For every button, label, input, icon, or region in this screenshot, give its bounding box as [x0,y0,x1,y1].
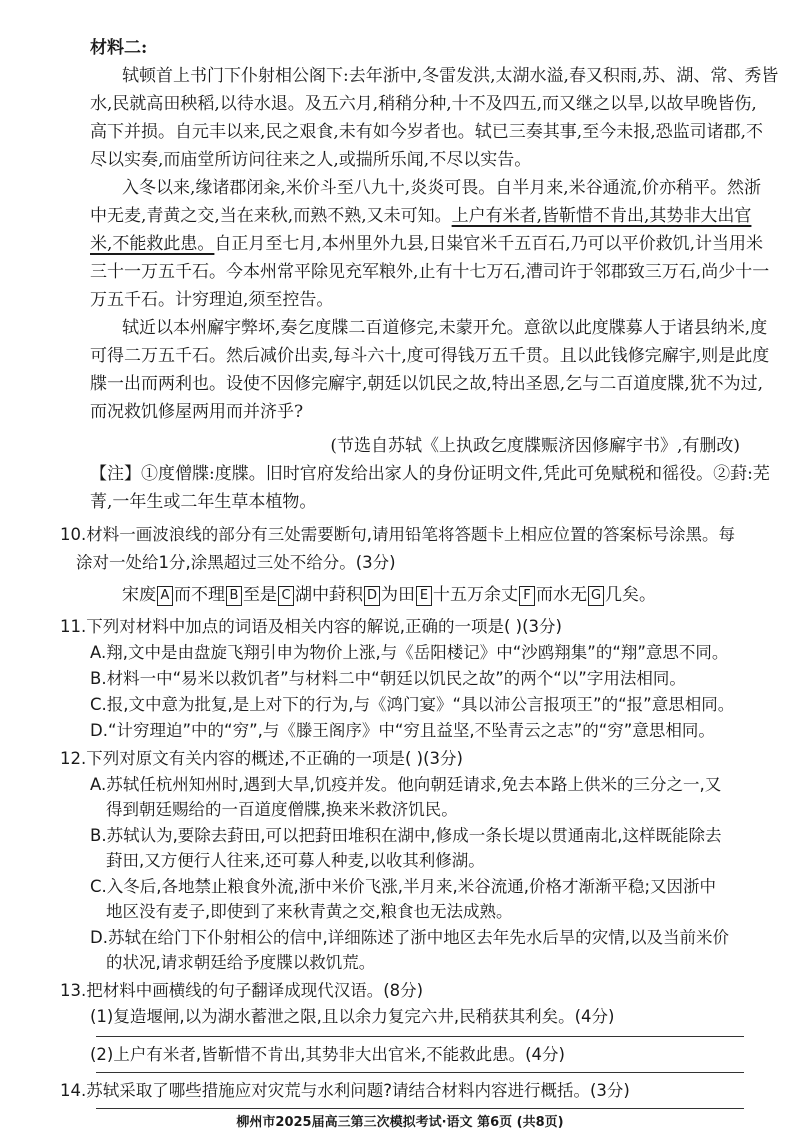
passage-line: 而况救饥修屋两用而并济乎? [90,402,304,422]
segment-text: 而不理 [174,585,225,605]
question-12-option-b: 葑田,又方便行人往来,还可募人种麦,以收其利修湖。 [106,851,485,870]
passage-line: 万五千石。计穷理迫,须至控告。 [90,290,334,310]
break-option-E[interactable]: E [416,586,432,606]
annotation-line: 菁,一年生或二年生草本植物。 [90,492,317,512]
segment-text: 宋废 [122,585,156,605]
segment-text: 为田 [381,585,415,605]
question-12-option-a: 得到朝廷赐给的一百道度僧牒,换来米救济饥民。 [106,800,458,819]
question-12-option-b: B.苏轼认为,要除去葑田,可以把葑田堆积在湖中,修成一条长堤以贯通南北,这样既能除去 [90,826,722,845]
question-10-stem: 10.材料一画波浪线的部分有三处需要断句,请用铅笔将答题卡上相应位置的答案标号涂黑。每 [60,525,735,544]
segment-text: 十五万余丈 [433,585,518,605]
break-option-A[interactable]: A [157,586,173,606]
question-12-stem: 12.下列对原文有关内容的概述,不正确的一项是( )(3分) [60,749,463,768]
passage-line: 可得二万五千石。然后减价出卖,每斗六十,度可得钱万五千贯。且以此钱修完廨宇,则是此度 [90,346,770,366]
passage-line: 牒一出而两利也。设使不因修完廨宇,朝廷以饥民之故,特出圣恩,乞与二百道度牒,犹不为过, [90,374,764,394]
question-12-option-c: C.入冬后,各地禁止粮食外流,浙中米价飞涨,半月来,米谷流通,价格才渐渐平稳;又因浙中 [90,877,717,896]
question-11-option-d: D.“计穷理迫”中的“穷”,与《滕王阁序》中“穷且益坚,不坠青云之志”的“穷”意思相同。 [90,721,715,740]
question-12-option-c: 地区没有麦子,即使到了来秋青黄之交,粮食也无法成熟。 [106,902,513,921]
passage-line: 尽以实奏,而庙堂所访问往来之人,或揣所乐闻,不尽以实告。 [90,150,532,170]
question-10-stem: 涂对一处给1分,涂黑超过三处不给分。(3分) [76,553,396,572]
segment-text: 而水无 [536,585,587,605]
material-heading: 材料二: [90,38,148,58]
passage-line: 水,民就高田秧稻,以待水退。及五六月,稍稍分种,十不及四五,而又继之以旱,以故早晚皆伤, [90,94,757,114]
question-12-option-d: D.苏轼在给门下仆射相公的信中,详细陈述了浙中地区去年先水后旱的灾情,以及当前米价 [90,928,729,947]
underlined-sentence: 上户有米者,皆靳惜不肯出,其势非大出官 [451,206,752,226]
question-13-stem: 13.把材料中画横线的句子翻译成现代汉语。(8分) [60,981,424,1000]
break-option-B[interactable]: B [226,586,242,606]
passage-line: 入冬以来,缘诸郡闭籴,米价斗至八九十,炎炎可畏。自半月来,米谷通流,价亦稍平。然浙 [122,178,762,198]
question-13-sub1: (1)复造堰闸,以为湖水蓄泄之限,且以余力复完六井,民稍获其利矣。(4分) [90,1007,615,1026]
segment-text: 至是 [243,585,277,605]
passage-line: 高下并损。自元丰以来,民之艰食,未有如今岁者也。轼已三奏其事,至今未报,恐监司诸郡,不 [90,122,764,142]
question-12-option-d: 的状况,请求朝廷给予度牒以救饥荒。 [106,953,376,972]
passage-line: 三十一万五千石。今本州常平除见充军粮外,止有十七万石,漕司许于邻郡致三万石,尚少十一 [90,262,770,282]
question-11-option-c: C.报,文中意为批复,是上对下的行为,与《鸿门宴》“具以沛公言报项王”的“报”意思相同。 [90,695,735,714]
segment-text: 湖中葑积 [295,585,363,605]
question-13-sub2: (2)上户有米者,皆靳惜不肯出,其势非大出官米,不能救此患。(4分) [90,1045,565,1064]
question-11-option-b: B.材料一中“易米以救饥者”与材料二中“朝廷以饥民之故”的两个“以”字用法相同。 [90,669,686,688]
break-option-F[interactable]: F [519,586,535,606]
underlined-sentence: 米,不能救此患。 [90,234,215,254]
source-citation: (节选自苏轼《上执政乞度牒赈济因修廨宇书》,有删改) [330,436,740,456]
break-option-D[interactable]: D [364,586,380,606]
passage-text: 中无麦,青黄之交,当在来秋,而熟不熟,又未可知。 [90,206,452,226]
question-14-stem: 14.苏轼采取了哪些措施应对灾荒与水利问题?请结合材料内容进行概括。(3分) [60,1081,630,1100]
passage-text: 自正月至七月,本州里外九县,日粜官米千五百石,乃可以平价救饥,计当用米 [214,234,764,254]
annotation-line: 【注】①度僧牒:度牒。旧时官府发给出家人的身份证明文件,凭此可免赋税和徭役。②葑:芜 [90,464,770,484]
passage-line: 轼近以本州廨宇弊坏,奏乞度牒二百道修完,未蒙开允。意欲以此度牒募人于诸县纳米,度 [122,318,768,338]
question-12-option-a: A.苏轼任杭州知州时,遇到大旱,饥疫并发。他向朝廷请求,免去本路上供米的三分之一,又 [90,775,722,794]
page-footer: 柳州市2025届高三第三次模拟考试·语文 第6页 (共8页) [236,1115,564,1130]
segment-text: 几矣。 [605,585,656,605]
question-11-option-a: A.翔,文中是由盘旋飞翔引申为物价上涨,与《岳阳楼记》中“沙鸥翔集”的“翔”意思不同。 [90,643,729,662]
break-option-G[interactable]: G [588,586,604,606]
break-option-C[interactable]: C [278,586,294,606]
passage-line: 轼顿首上书门下仆射相公阁下:去年浙中,冬雷发洪,太湖水溢,春又积雨,苏、湖、常、秀皆 [122,66,779,86]
question-11-stem: 11.下列对材料中加点的词语及相关内容的解说,正确的一项是( )(3分) [60,617,562,636]
